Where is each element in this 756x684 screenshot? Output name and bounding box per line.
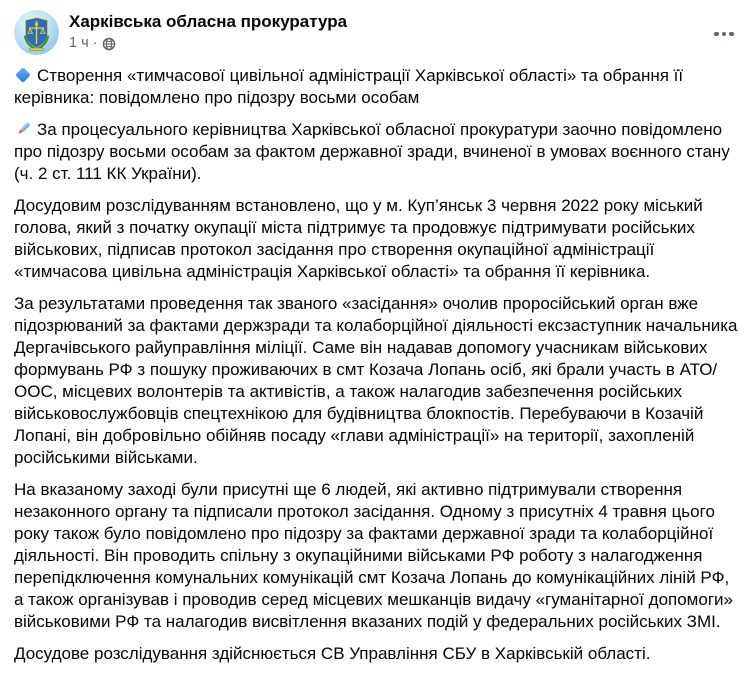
meta-separator: ·: [92, 35, 98, 51]
globe-icon: [102, 37, 116, 51]
post-paragraph: [14, 65, 740, 109]
more-options-button[interactable]: [708, 22, 740, 46]
post-text: За результатами проведення так званого «засідання» очолив проросійський орган вже підозрюваний за фактами держзради та колаборційної діяльності ексзаступник начальника Дергачівського райуправління міліції. Саме він надавав допомогу учасникам військових формувань РФ з пошуку проживаючих в смт Козача Лопань осіб, які брали участь в АТО/ООС, місцевих волонтерів та активістів, а також налагодив забезпечення російських військовослужбовців спецтехнікою для будівництва блокпостів. Перебуваючи в Козачій Лопані, він добровільно обійняв посаду «глави адміністрації» на території, захопленій російськими військами.: [14, 294, 738, 467]
post-meta: [69, 35, 347, 52]
header-texts: [69, 10, 347, 52]
post-paragraph: [14, 119, 740, 185]
post-paragraph: [14, 479, 740, 633]
page-name-link[interactable]: Харківська обласна прокуратура: [69, 12, 348, 31]
more-horizontal-icon: [714, 32, 719, 37]
blue-diamond-icon: [14, 66, 32, 84]
post-text: За процесуального керівництва Харківської обласної прокуратури заочно повідомлено про підозру восьми особам за фактом державної зради, вчиненої в умовах воєнного стану (ч. 2 ст. 111 КК України).: [14, 120, 730, 183]
prosecutor-office-emblem-icon: [14, 10, 59, 55]
pen-icon: [14, 120, 32, 138]
avatar[interactable]: [14, 10, 59, 55]
post-text: Досудове розслідування здійснюється СВ Управління СБУ в Харківській області.: [14, 644, 651, 663]
post-paragraph: [14, 293, 740, 469]
post-header: [0, 0, 756, 63]
post-text: Створення «тимчасової цивільної адміністрації Харківської області» та обрання її керівника: повідомлено про підозру восьми особам: [14, 66, 684, 107]
post-paragraph: [14, 643, 740, 665]
post-body: [0, 63, 756, 665]
post-paragraph: [14, 195, 740, 283]
post-text: На вказаному заході були присутні ще 6 людей, які активно підтримували створення незаконного органу та підписали протокол засідання. Одному з присутніх 4 травня цього року також було повідомлено про підозру за фактами державної зради та колаборційної діяльності. Він проводить спільну з окупаційними військами РФ роботу з налагодження перепідключення комунальних комунікацій смт Козача Лопань до комунікаційних ліній РФ, а також організував і проводив серед місцевих мешканців видачу «гуманітарної допомоги» військовими РФ та налагодив висвітлення вказаних подій у федеральних російських ЗМІ.: [14, 480, 733, 631]
post-text: Досудовим розслідуванням встановлено, що у м. Куп’янськ 3 червня 2022 року міський голова, який з початку окупації міста підтримує та продовжує підтримувати російських військових, підписав протокол засідання про створення окупаційної адміністрації «тимчасова цивільна адміністрація Харківської області» та обрання її керівника.: [14, 196, 703, 281]
timestamp-link[interactable]: 1 ч: [69, 35, 89, 51]
